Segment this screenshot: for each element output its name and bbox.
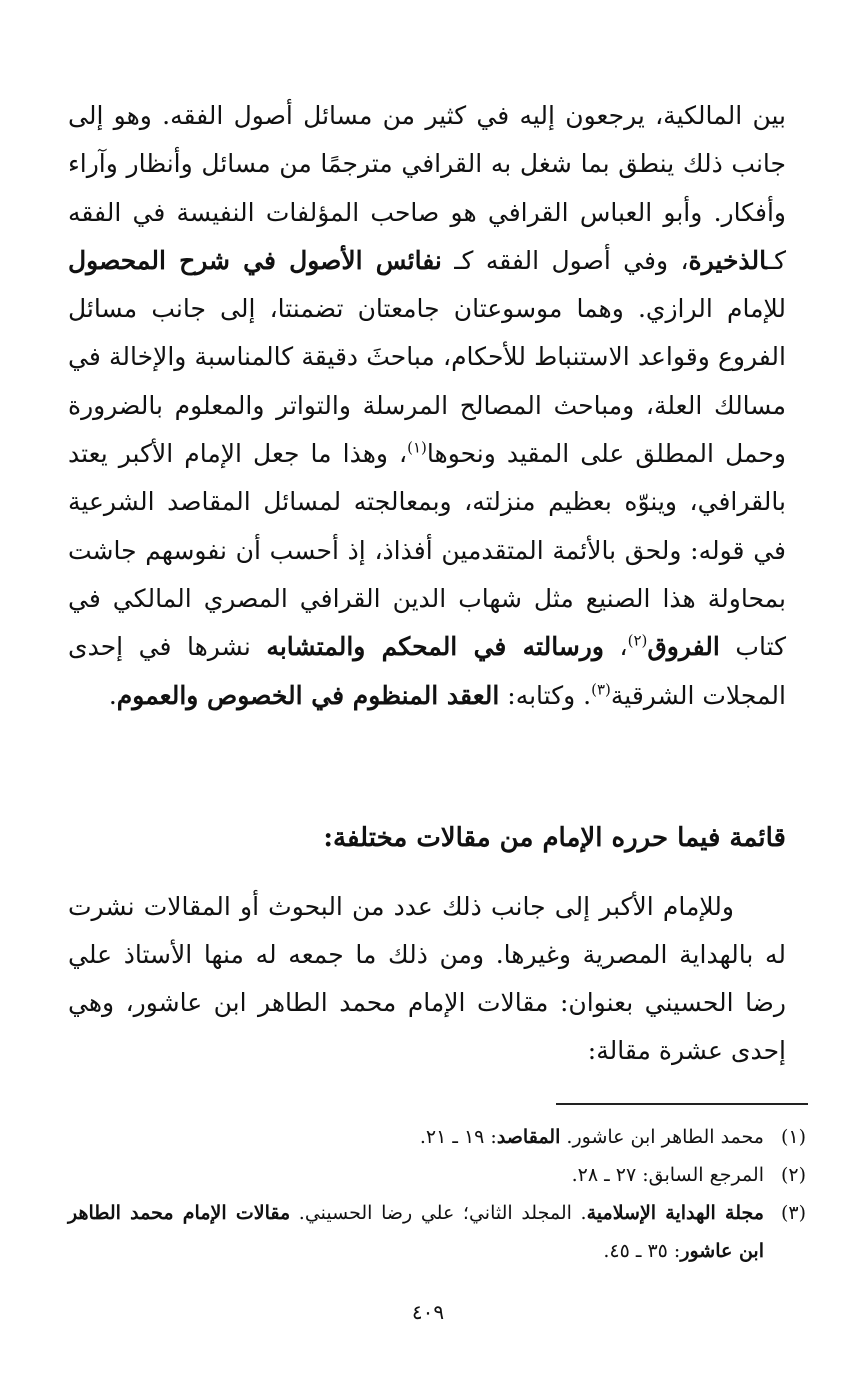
bold-title-furuq: الفروق: [647, 632, 720, 662]
section-heading: قائمة فيما حرره الإمام من مقالات مختلفة:: [323, 823, 786, 853]
bold-title-dhakhira: الذخيرة: [688, 245, 767, 275]
text-run: . المجلد الثاني؛ علي رضا الحسيني.: [290, 1202, 587, 1224]
body-paragraph-2: [68, 883, 786, 1075]
text-run: : ١٩ ـ ٢١.: [419, 1126, 497, 1148]
body-paragraph-1: [68, 92, 786, 720]
text-run: محمد الطاهر ابن عاشور.: [560, 1126, 764, 1148]
text-run: للإمام الرازي. وهما موسوعتان جامعتان تضمنتا، إلى جانب مسائل الفروع وقواعد الاستنباط للأحكام، مباحثَ دقيقة كالمناسبة والإخالة في مسالك العلة، ومباحث المصالح المرسلة والتواتر والمعلوم بالضرورة وحمل المطلق على المقيد ونحوها: [68, 294, 786, 469]
text-run: وللإمام الأكبر إلى جانب ذلك عدد من البحوث أو المقالات نشرت له بالهداية المصرية وغيرها. ومن ذلك ما جمعه له منها الأستاذ علي رضا الحسيني بعنوان: مقالات الإمام محمد الطاهر ابن عاشور، وهي إحدى عشرة مقالة:: [68, 892, 786, 1065]
footnote-ref-2: (٢): [627, 631, 648, 650]
text-run: ، وفي أصول الفقه كـ: [441, 245, 689, 275]
bold-title-risala: ورسالته في المحكم والمتشابه: [266, 632, 604, 662]
footnote-separator: [556, 1103, 808, 1105]
footnote-ref-3: (٣): [591, 680, 611, 699]
footnote-1: [68, 1118, 806, 1156]
footnote-number: (١): [780, 1126, 806, 1148]
bold-title: مقالات الإمام محمد الطاهر ابن عاشور: [68, 1202, 764, 1262]
text-run: نشرها في إحدى المجلات الشرقية: [68, 632, 786, 710]
footnote-number: (٢): [780, 1164, 806, 1186]
footnote-text: [68, 1194, 764, 1270]
text-run: ، وهذا ما جعل الإمام الأكبر يعتد بالقرافي، وينوّه بعظيم منزلته، وبمعالجته لمسائل المقاصد الشرعية في قوله: ولحق بالأئمة المتقدمين أفذاذ، إذ أحسب أن نفوسهم جاشت بمحاولة هذا الصنيع مثل شهاب الدين القرافي المصري المالكي في كتاب: [68, 439, 787, 662]
footnotes-list: [68, 1118, 806, 1270]
footnote-text: [68, 1118, 764, 1156]
text-run: .: [108, 680, 117, 710]
bold-title-nafais: نفائس الأصول في شرح المحصول: [68, 245, 442, 275]
page-number: ٤٠٩: [411, 1300, 445, 1324]
footnote-ref-1: (١): [407, 438, 427, 457]
text-run: ،: [603, 632, 628, 662]
footnote-text: [68, 1156, 764, 1194]
text-run: : ٣٥ ـ ٤٥.: [603, 1240, 681, 1262]
bold-title: المقاصد: [496, 1126, 561, 1148]
footnote-number: (٣): [780, 1202, 806, 1224]
footnote-3: [68, 1194, 806, 1270]
text-run: بين المالكية، يرجعون إليه في كثير من مسائل أصول الفقه. وهو إلى جانب ذلك ينطق بما شغل به القرافي مترجمًا من مسائل وأنظار وآراء وأفكار. وأبو العباس القرافي هو صاحب المؤلفات النفيسة في الفقه كـ: [68, 101, 786, 275]
text-run: . وكتابه:: [499, 680, 592, 710]
text-run: المرجع السابق: ٢٧ ـ ٢٨.: [571, 1164, 764, 1186]
bold-title: مجلة الهداية الإسلامية: [586, 1202, 764, 1224]
bold-title-aqd: العقد المنظوم في الخصوص والعموم: [116, 680, 500, 710]
footnote-2: [68, 1156, 806, 1194]
